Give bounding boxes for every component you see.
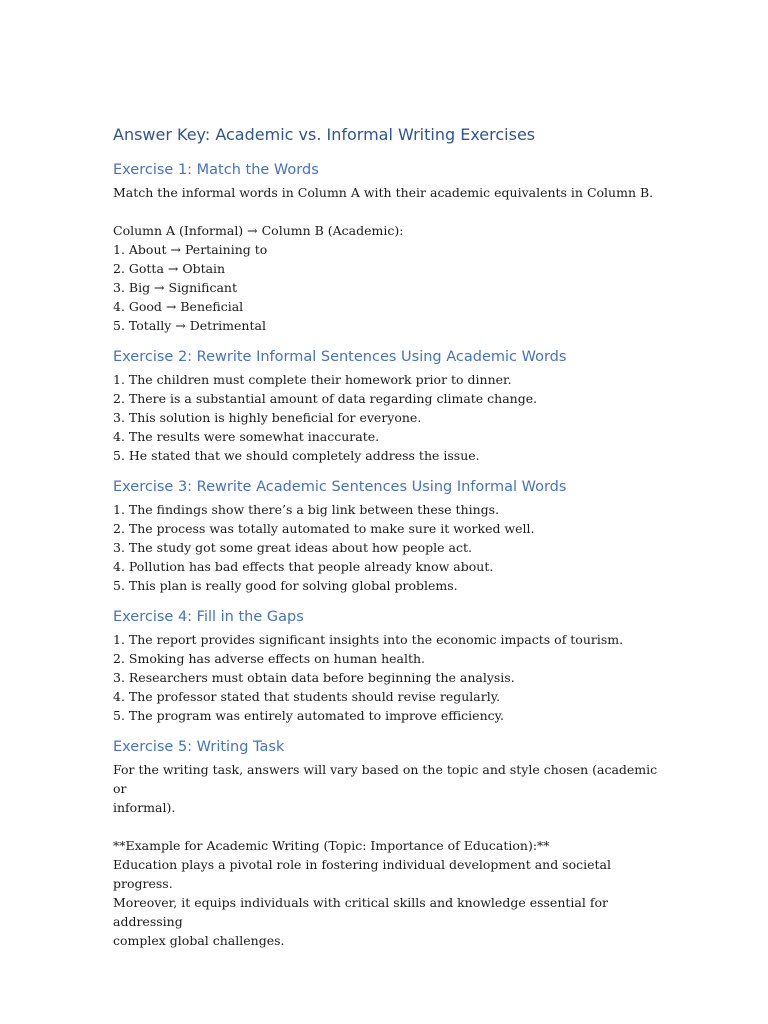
exercise-1-intro: Match the informal words in Column A with their academic equivalents in Column B. bbox=[113, 185, 654, 200]
list-item: 5. Totally → Detrimental bbox=[113, 318, 266, 333]
column-header: Column A (Informal) → Column B (Academic): bbox=[113, 223, 404, 238]
exercise-3-section bbox=[113, 477, 673, 595]
list-item: 5. The program was entirely automated to improve efficiency. bbox=[113, 708, 504, 723]
list-item: 5. He stated that we should completely address the issue. bbox=[113, 448, 480, 463]
exercise-5-intro: For the writing task, answers will vary based on the topic and style chosen (academic or bbox=[113, 762, 658, 796]
list-item: 4. The results were somewhat inaccurate. bbox=[113, 429, 380, 444]
list-item: 4. The professor stated that students should revise regularly. bbox=[113, 689, 501, 704]
list-item: 4. Good → Beneficial bbox=[113, 299, 244, 314]
exercise-4-heading: Exercise 4: Fill in the Gaps bbox=[113, 609, 304, 625]
list-item: 2. Smoking has adverse effects on human health. bbox=[113, 651, 426, 666]
list-item: 1. The report provides significant insights into the economic impacts of tourism. bbox=[113, 632, 624, 647]
list-item: 3. Researchers must obtain data before beginning the analysis. bbox=[113, 670, 515, 685]
list-item: 2. There is a substantial amount of data regarding climate change. bbox=[113, 391, 538, 406]
list-item: 3. Big → Significant bbox=[113, 280, 237, 295]
list-item: 1. About → Pertaining to bbox=[113, 242, 268, 257]
exercise-3-heading: Exercise 3: Rewrite Academic Sentences Using Informal Words bbox=[113, 479, 567, 495]
list-item: 3. The study got some great ideas about how people act. bbox=[113, 540, 472, 555]
list-item: 2. Gotta → Obtain bbox=[113, 261, 226, 276]
example-text: Education plays a pivotal role in fostering individual development and societal progress. bbox=[113, 857, 611, 891]
exercise-5-heading: Exercise 5: Writing Task bbox=[113, 739, 285, 755]
exercise-2-heading: Exercise 2: Rewrite Informal Sentences Using Academic Words bbox=[113, 349, 567, 365]
document-title: Answer Key: Academic vs. Informal Writing Exercises bbox=[113, 125, 536, 144]
exercise-4-section bbox=[113, 607, 673, 725]
exercise-1-section bbox=[113, 160, 673, 335]
exercise-5-intro: informal). bbox=[113, 800, 176, 815]
exercise-2-section bbox=[113, 347, 673, 465]
blank-line bbox=[113, 817, 673, 836]
example-text: complex global challenges. bbox=[113, 933, 285, 948]
blank-line bbox=[113, 202, 673, 221]
list-item: 1. The children must complete their homework prior to dinner. bbox=[113, 372, 512, 387]
example-text: Moreover, it equips individuals with critical skills and knowledge essential for addressing bbox=[113, 895, 608, 929]
exercise-5-section bbox=[113, 737, 673, 950]
list-item: 1. The findings show there’s a big link between these things. bbox=[113, 502, 500, 517]
list-item: 3. This solution is highly beneficial for everyone. bbox=[113, 410, 422, 425]
document-page bbox=[113, 124, 673, 950]
list-item: 5. This plan is really good for solving global problems. bbox=[113, 578, 458, 593]
list-item: 4. Pollution has bad effects that people already know about. bbox=[113, 559, 494, 574]
exercise-1-heading: Exercise 1: Match the Words bbox=[113, 162, 319, 178]
example-label: **Example for Academic Writing (Topic: Importance of Education):** bbox=[113, 838, 550, 853]
list-item: 2. The process was totally automated to make sure it worked well. bbox=[113, 521, 535, 536]
